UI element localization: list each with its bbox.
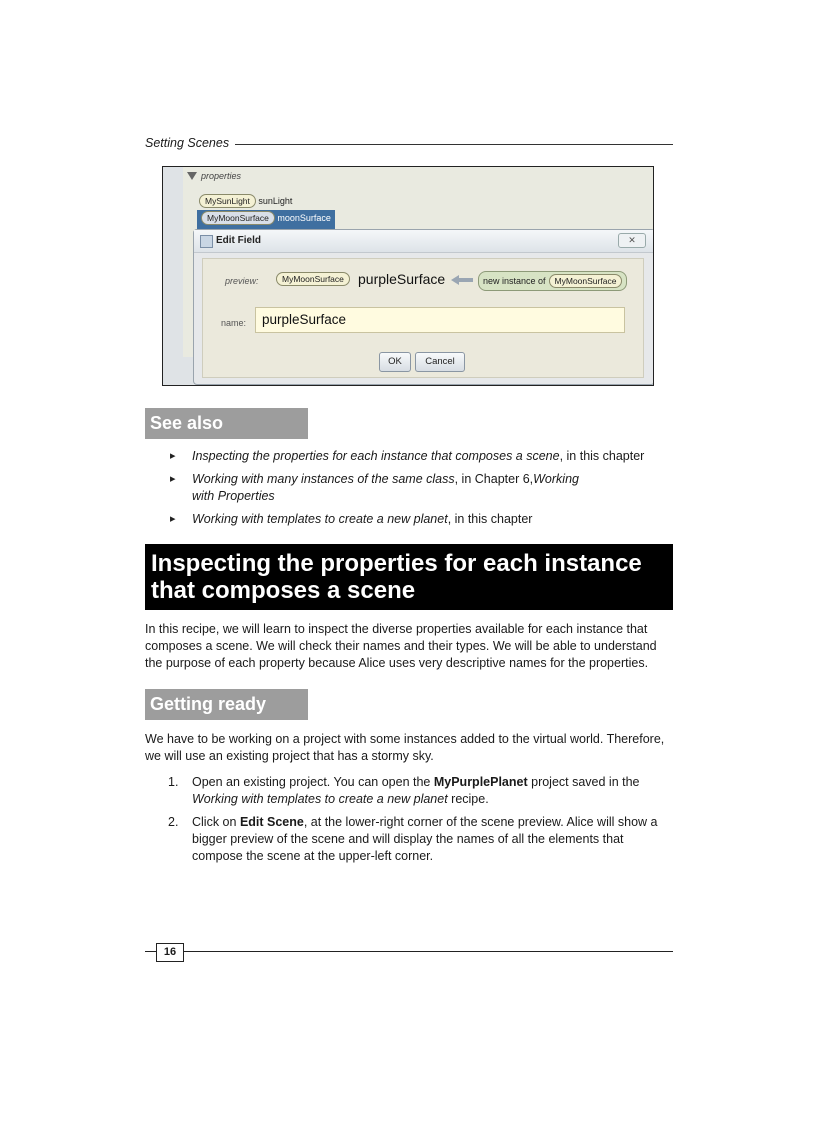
name-label: name:: [221, 318, 247, 328]
list-item: ▸ Working with templates to create a new planet, in this chapter: [170, 511, 670, 528]
property-row-sunlight: [199, 194, 292, 208]
properties-header: properties: [187, 171, 241, 181]
property-row-moonsurface: [197, 210, 335, 229]
screenshot-figure: [162, 166, 654, 386]
getting-ready-heading: Getting ready: [145, 689, 308, 720]
type-pill: MySunLight: [199, 194, 256, 208]
list-item: 2. Click on Edit Scene, at the lower-right corner of the scene preview. Alice will show a bigger preview of the scene and will display the names of all the elements that compose the scene at the upper-left corner.: [168, 815, 658, 863]
triangle-down-icon: [187, 172, 197, 180]
page-number: 16: [156, 943, 184, 962]
see-also-list: [170, 448, 670, 534]
properties-panel: [183, 167, 653, 367]
steps-list: [145, 774, 673, 871]
intro-paragraph: In this recipe, we will learn to inspect the diverse properties available for each instance that composes a scene. We will check their names and their types. We will be able to understand the purpose of each property because Alice uses very descriptive names for the properties.: [145, 622, 657, 670]
see-also-heading: See also: [145, 408, 308, 439]
new-instance-tile: new instance of MyMoonSurface: [478, 271, 627, 291]
type-pill: MyMoonSurface: [201, 211, 275, 225]
running-head: [145, 134, 673, 152]
arrow-left-icon: [451, 275, 473, 285]
cancel-button: Cancel: [415, 352, 465, 372]
getting-ready-paragraph: We have to be working on a project with some instances added to the virtual world. Therefore, we will use an existing project that has a stormy sky.: [145, 732, 665, 763]
new-instance-type-pill: MyMoonSurface: [549, 274, 623, 288]
list-item: 1. Open an existing project. You can open the MyPurplePlanet project saved in the Working with templates to create a new planet recipe.: [168, 775, 640, 806]
dialog-title: Edit Field: [216, 235, 261, 246]
preview-label: preview:: [225, 276, 259, 286]
list-item: ▸ Inspecting the properties for each instance that composes a scene, in this chapter: [170, 448, 670, 465]
name-field: purpleSurface: [255, 307, 625, 333]
property-name: sunLight: [258, 196, 293, 206]
preview-name: purpleSurface: [358, 271, 446, 287]
close-icon: ✕: [618, 233, 646, 248]
dialog-titlebar: [194, 230, 654, 253]
dialog-body: [202, 258, 644, 378]
property-name: moonSurface: [277, 213, 331, 223]
section-title: Inspecting the properties for each instance that composes a scene: [145, 544, 673, 610]
running-head-text: Setting Scenes: [145, 136, 235, 150]
preview-type-pill: MyMoonSurface: [276, 272, 350, 286]
footer-rule: [145, 951, 673, 952]
edit-field-dialog: [193, 229, 654, 385]
dialog-app-icon: [200, 235, 213, 248]
list-item: ▸ Working with many instances of the same class, in Chapter 6,Working with Properties: [170, 471, 670, 505]
ok-button: OK: [379, 352, 411, 372]
